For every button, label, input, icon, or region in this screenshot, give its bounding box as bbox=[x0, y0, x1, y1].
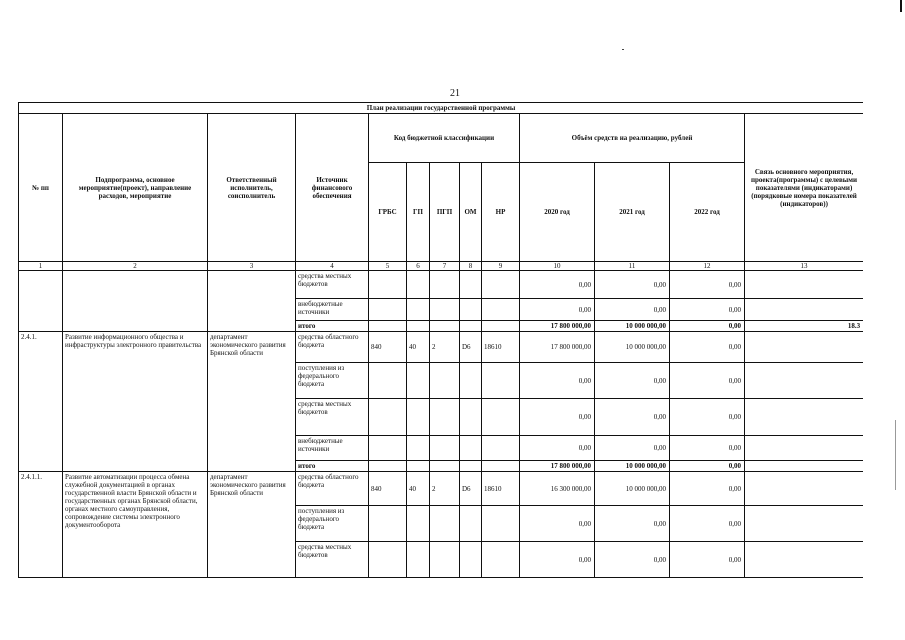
indicator-link: 18.3 bbox=[745, 321, 864, 332]
value-2020: 0,00 bbox=[520, 399, 595, 436]
value-2022: 0,00 bbox=[670, 271, 745, 299]
index-cell: 10 bbox=[520, 262, 595, 271]
source-cell: средства местных бюджетов bbox=[296, 399, 369, 436]
index-cell: 4 bbox=[296, 262, 369, 271]
item-number: 2.4.1.1. bbox=[19, 472, 63, 578]
header-grbs: ГРБС bbox=[369, 163, 407, 262]
om-code: D6 bbox=[460, 472, 482, 506]
scan-line bbox=[895, 420, 896, 490]
index-cell: 3 bbox=[208, 262, 296, 271]
grbs-code: 840 bbox=[369, 472, 407, 506]
source-cell: средства областного бюджета bbox=[296, 472, 369, 506]
header-volume: Объём средств на реализацию, рублей bbox=[520, 114, 745, 163]
pgp-code: 2 bbox=[430, 472, 460, 506]
total-label: итого bbox=[296, 321, 369, 332]
value-2020: 0,00 bbox=[520, 436, 595, 461]
index-cell: 5 bbox=[369, 262, 407, 271]
source-cell: поступления из федерального бюджета bbox=[296, 506, 369, 542]
index-cell: 1 bbox=[19, 262, 63, 271]
page-number: 21 bbox=[450, 88, 460, 99]
index-cell: 2 bbox=[63, 262, 208, 271]
index-cell: 11 bbox=[595, 262, 670, 271]
om-code: D6 bbox=[460, 332, 482, 363]
program-plan-table bbox=[18, 102, 863, 578]
header-gp: ГП bbox=[407, 163, 430, 262]
item-number: 2.4.1. bbox=[19, 332, 63, 472]
total-2020: 17 800 000,00 bbox=[520, 321, 595, 332]
table-row bbox=[19, 472, 864, 506]
value-2020: 16 300 000,00 bbox=[520, 472, 595, 506]
value-2022: 0,00 bbox=[670, 299, 745, 321]
scan-speck bbox=[622, 49, 624, 50]
value-2020: 0,00 bbox=[520, 542, 595, 578]
np-code: 18610 bbox=[482, 472, 520, 506]
index-cell: 13 bbox=[745, 262, 864, 271]
header-responsible: Ответственный исполнитель, соисполнитель bbox=[208, 114, 296, 262]
value-2020: 0,00 bbox=[520, 299, 595, 321]
value-2022: 0,00 bbox=[670, 506, 745, 542]
value-2021: 10 000 000,00 bbox=[595, 332, 670, 363]
value-2021: 10 000 000,00 bbox=[595, 472, 670, 506]
scan-edge-mark bbox=[900, 0, 902, 12]
total-2021: 10 000 000,00 bbox=[595, 321, 670, 332]
value-2022: 0,00 bbox=[670, 363, 745, 399]
responsible-executor: департамент экономического развития Брянской области bbox=[208, 472, 296, 578]
source-cell: средства местных бюджетов bbox=[296, 542, 369, 578]
item-name: Развитие информационного общества и инфраструктуры электронного правительства bbox=[63, 332, 208, 472]
value-2020: 0,00 bbox=[520, 363, 595, 399]
value-2022: 0,00 bbox=[670, 399, 745, 436]
responsible-executor: департамент экономического развития Брянской области bbox=[208, 332, 296, 472]
item-name: Развитие автоматизации процесса обмена служебной документацией в органах государственной власти Брянской области и государственных органах Брянской области, органах местного самоуправления, сопровождение системы электронного документооборота bbox=[63, 472, 208, 578]
value-2020: 0,00 bbox=[520, 506, 595, 542]
index-cell: 7 bbox=[430, 262, 460, 271]
table-row bbox=[19, 332, 864, 363]
header-2021: 2021 год bbox=[595, 163, 670, 262]
header-kbk: Код бюджетной классификации bbox=[369, 114, 520, 163]
table-title: План реализации государственной программы bbox=[19, 103, 864, 114]
header-2022: 2022 год bbox=[670, 163, 745, 262]
value-2022: 0,00 bbox=[670, 436, 745, 461]
pgp-code: 2 bbox=[430, 332, 460, 363]
np-code: 18610 bbox=[482, 332, 520, 363]
total-label: итого bbox=[296, 461, 369, 472]
value-2022: 0,00 bbox=[670, 332, 745, 363]
value-2022: 0,00 bbox=[670, 542, 745, 578]
index-cell: 6 bbox=[407, 262, 430, 271]
grbs-code: 840 bbox=[369, 332, 407, 363]
value-2021: 0,00 bbox=[595, 542, 670, 578]
header-name: Подпрограмма, основное мероприятие(проект), направление расходов, мероприятие bbox=[63, 114, 208, 262]
empty-cell bbox=[208, 271, 296, 332]
value-2021: 0,00 bbox=[595, 506, 670, 542]
total-2020: 17 800 000,00 bbox=[520, 461, 595, 472]
value-2021: 0,00 bbox=[595, 436, 670, 461]
gp-code: 40 bbox=[407, 472, 430, 506]
header-pgp: ПГП bbox=[430, 163, 460, 262]
value-2021: 0,00 bbox=[595, 271, 670, 299]
empty-cell bbox=[19, 271, 63, 332]
source-cell: внебюджетные источники bbox=[296, 299, 369, 321]
source-cell: средства областного бюджета bbox=[296, 332, 369, 363]
header-om: ОМ bbox=[460, 163, 482, 262]
source-cell: средства местных бюджетов bbox=[296, 271, 369, 299]
header-source: Источник финансового обеспечения bbox=[296, 114, 369, 262]
header-np: НР bbox=[482, 163, 520, 262]
value-2021: 0,00 bbox=[595, 363, 670, 399]
source-cell: поступления из федерального бюджета bbox=[296, 363, 369, 399]
total-2022: 0,00 bbox=[670, 461, 745, 472]
total-2021: 10 000 000,00 bbox=[595, 461, 670, 472]
header-2020: 2020 год bbox=[520, 163, 595, 262]
source-cell: внебюджетные источники bbox=[296, 436, 369, 461]
value-2022: 0,00 bbox=[670, 472, 745, 506]
total-2022: 0,00 bbox=[670, 321, 745, 332]
index-cell: 9 bbox=[482, 262, 520, 271]
column-index-row bbox=[19, 262, 864, 271]
value-2020: 17 800 000,00 bbox=[520, 332, 595, 363]
value-2021: 0,00 bbox=[595, 299, 670, 321]
header-link: Связь основного мероприятия, проекта(программы) с целевыми показателями (индикаторами) (порядковые номера показателей (индикаторов)) bbox=[745, 114, 864, 262]
index-cell: 12 bbox=[670, 262, 745, 271]
gp-code: 40 bbox=[407, 332, 430, 363]
table-row bbox=[19, 271, 864, 299]
index-cell: 8 bbox=[460, 262, 482, 271]
document-table-area bbox=[18, 102, 863, 598]
empty-cell bbox=[63, 271, 208, 332]
value-2020: 0,00 bbox=[520, 271, 595, 299]
header-num: № пп bbox=[19, 114, 63, 262]
value-2021: 0,00 bbox=[595, 399, 670, 436]
